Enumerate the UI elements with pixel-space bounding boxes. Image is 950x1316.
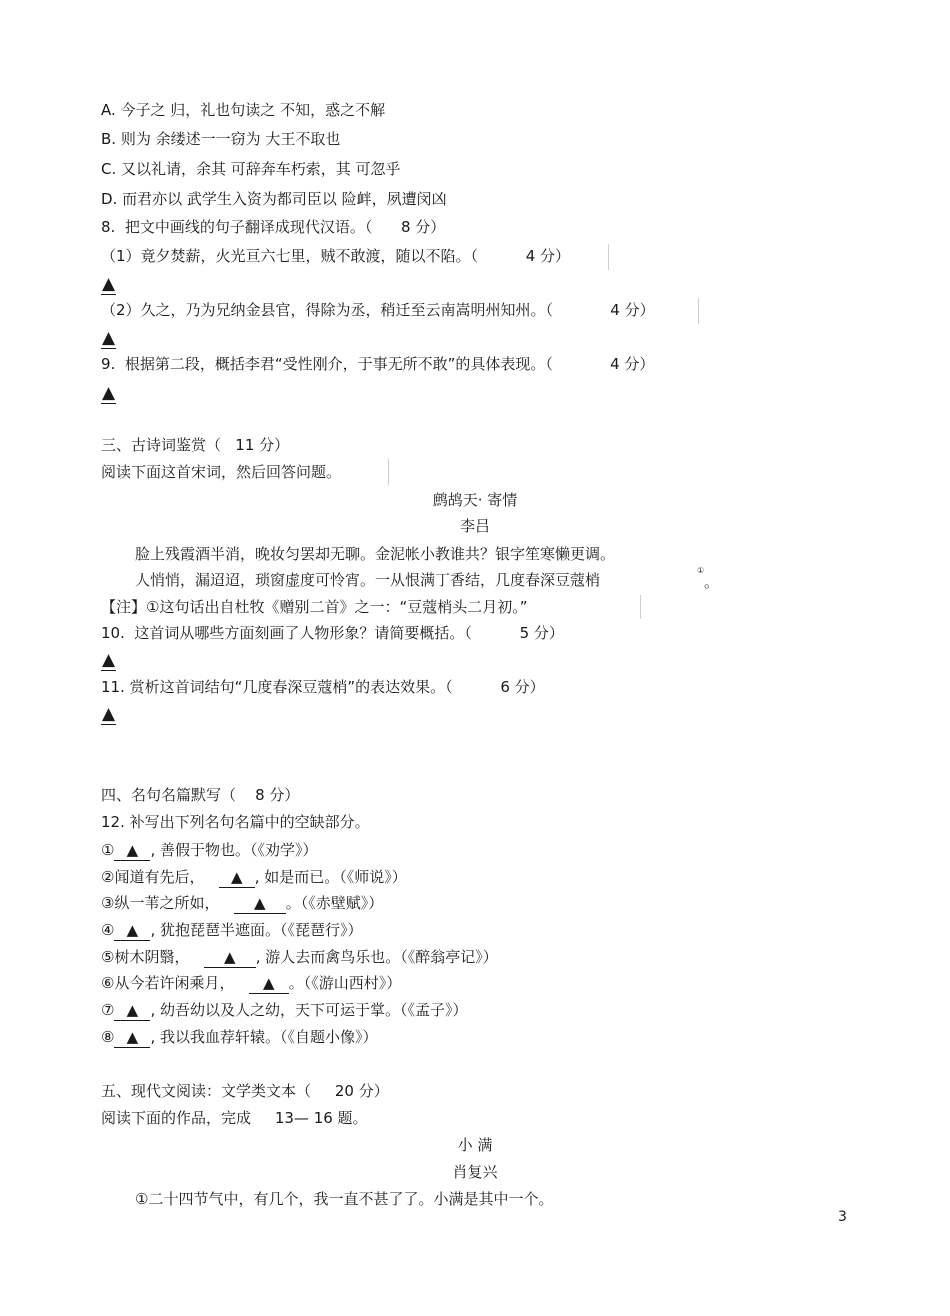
blank-field[interactable]: ▲ <box>204 947 256 968</box>
fill-item-8: ⑧ ▲ , 我以我血荐轩辕。（《自题小像》） <box>101 1028 378 1046</box>
divider <box>608 244 609 270</box>
blank-field[interactable]: ▲ <box>114 920 150 941</box>
q11-stem: 11. 赏析这首词结句“几度春深豆蔻梢”的表达效果。（ 6 分） <box>101 678 545 696</box>
fill-item-7: ⑦ ▲ , 幼吾幼以及人之幼，天下可运于掌。（《孟子》） <box>101 1001 468 1019</box>
fill-item-5: ⑤树木阴翳， ▲ , 游人去而禽鸟乐也。（《醉翁亭记》） <box>101 948 498 966</box>
poem-line-2: 人悄悄，漏迢迢，琐窗虚度可怜宵。一从恨满丁香结，几度春深豆蔻梢 <box>135 571 601 589</box>
divider <box>640 595 641 619</box>
answer-mark[interactable]: ▲ <box>102 328 116 348</box>
blank-field[interactable]: ▲ <box>219 867 255 888</box>
q10-stem: 10. 这首词从哪些方面刻画了人物形象？请简要概括。（ 5 分） <box>101 624 564 642</box>
fill-item-3: ③纵一苇之所如， ▲ 。（《赤壁赋》） <box>101 894 384 912</box>
poem-author: 李吕 <box>459 517 490 535</box>
section3-intro: 阅读下面这首宋词，然后回答问题。 <box>101 463 342 481</box>
q7-option-c: C. 又以礼请，余其 可辞奔车朽索，其 可忽乎 <box>101 160 401 178</box>
divider <box>698 298 699 324</box>
answer-mark[interactable]: ▲ <box>102 650 116 670</box>
fill-item-6: ⑥从今若许闲乘月， ▲ 。（《游山西村》） <box>101 974 402 992</box>
blank-field[interactable]: ▲ <box>114 1000 150 1021</box>
q8-stem: 8. 把文中画线的句子翻译成现代汉语。（ 8 分） <box>101 218 446 236</box>
article-author: 肖复兴 <box>452 1163 498 1181</box>
answer-mark[interactable]: ▲ <box>102 274 116 294</box>
fill-item-2: ②闻道有先后， ▲ , 如是而已。（《师说》） <box>101 868 407 886</box>
article-paragraph-1: ①二十四节气中，有几个，我一直不甚了了。小满是其中一个。 <box>135 1190 554 1208</box>
fill-item-1: ① ▲ , 善假于物也。（《劝学》） <box>101 841 318 859</box>
blank-field[interactable]: ▲ <box>234 893 286 914</box>
q7-option-b: B. 则为 余缕述一一窃为 大王不取也 <box>101 130 341 148</box>
q7-option-d: D. 而君亦以 武学生入资为都司臣以 险衅，夙遭闵凶 <box>101 190 447 208</box>
answer-mark[interactable]: ▲ <box>102 704 116 724</box>
section5-heading: 五、现代文阅读：文学类文本（ 20 分） <box>101 1082 389 1100</box>
blank-field[interactable]: ▲ <box>114 1027 150 1048</box>
poem-end-punct: 。 <box>704 573 720 591</box>
page-number: 3 <box>838 1209 847 1225</box>
section3-heading: 三、古诗词鉴赏（ 11 分） <box>101 436 290 454</box>
section4-heading: 四、名句名篇默写（ 8 分） <box>101 786 300 804</box>
q9-stem: 9. 根据第二段，概括李君“受性刚介，于事无所不敢”的具体表现。（ 4 分） <box>101 355 655 373</box>
footnote-marker: ① <box>697 566 705 575</box>
poem-title: 鹧鸪天· 寄情 <box>432 491 518 509</box>
section5-intro: 阅读下面的作品，完成 13— 16 题。 <box>101 1109 368 1127</box>
article-title: 小 满 <box>457 1136 493 1154</box>
q8-sub1: （1）竟夕焚薪，火光亘六七里，贼不敢渡，随以不陷。（ 4 分） <box>101 247 571 265</box>
poem-note: 【注】①这句话出自杜牧《赠别二首》之一：“豆蔻梢头二月初。” <box>101 598 528 616</box>
q7-option-a: A. 今子之 归，礼也句读之 不知，惑之不解 <box>101 101 386 119</box>
q12-stem: 12. 补写出下列名句名篇中的空缺部分。 <box>101 813 370 831</box>
answer-mark[interactable]: ▲ <box>102 383 116 403</box>
q8-sub2: （2）久之，乃为兄纳金县官，得除为丞，稍迁至云南嵩明州知州。（ 4 分） <box>101 301 655 319</box>
blank-field[interactable]: ▲ <box>249 973 289 994</box>
fill-item-4: ④ ▲ , 犹抱琵琶半遮面。（《琵琶行》） <box>101 921 363 939</box>
blank-field[interactable]: ▲ <box>114 840 150 861</box>
poem-line-1: 脸上残霞酒半消，晚妆匀罢却无聊。金泥帐小教谁共？银字笙寒懒更调。 <box>135 545 616 563</box>
divider <box>388 459 389 485</box>
